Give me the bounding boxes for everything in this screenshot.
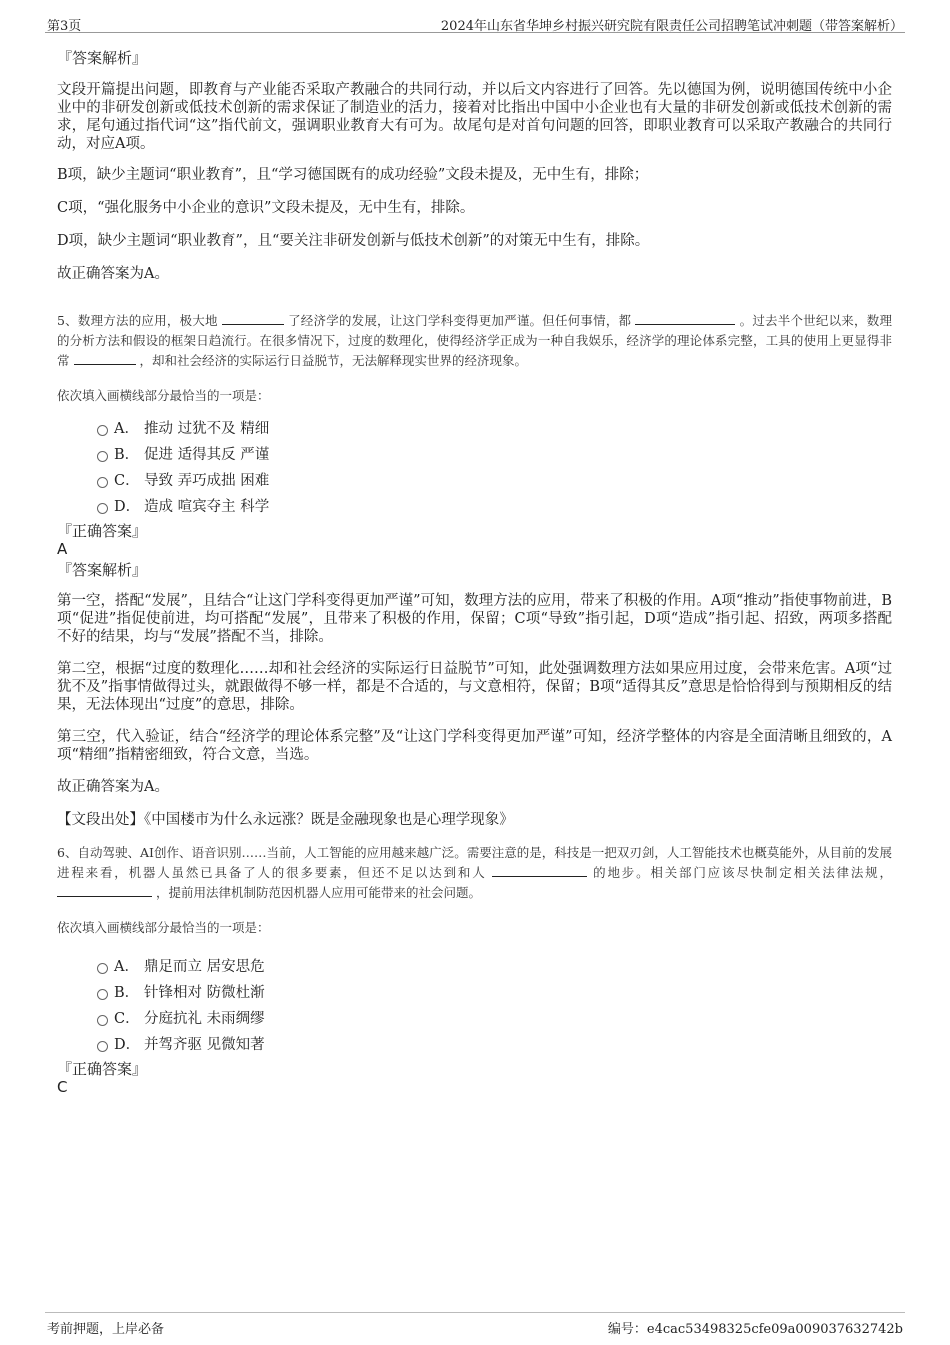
- question-6-prompt: 依次填入画横线部分最恰当的一项是：: [57, 920, 270, 935]
- radio-button[interactable]: [97, 425, 108, 436]
- answer-blank: [74, 352, 136, 365]
- question-5-stem: 5、数理方法的应用，极大地 了经济学的发展，让这门学科变得更加严谨。但任何事情，都 。过去半个世纪以来，数理的分析方法和假设的框架日趋流行。在很多情况下，过度的数理化，使得经济学正成为一种自我娱乐，经济学的理论体系完整，工具的使用上更显得非常 ，却和社会经济的实际运行日益脱节，无法解释现实世界的经济现象。: [57, 313, 892, 368]
- main-content: [57, 46, 892, 1096]
- analysis-label: 『答案解析』: [57, 561, 148, 579]
- correct-answer-label: 『正确答案』: [57, 1060, 148, 1078]
- analysis-para: 故正确答案为A。: [57, 779, 169, 795]
- radio-button[interactable]: [97, 1015, 108, 1026]
- prev-analysis-para: C项，“强化服务中小企业的意识”文段未提及，无中生有，排除。: [57, 200, 475, 216]
- radio-button[interactable]: [97, 477, 108, 488]
- answer-blank: [635, 312, 735, 325]
- correct-answer-label: 『正确答案』: [57, 522, 148, 540]
- page-footer: [45, 1312, 905, 1337]
- question-5-prompt: 依次填入画横线部分最恰当的一项是：: [57, 388, 270, 403]
- footer-slogan: 考前押题，上岸必备: [47, 1322, 165, 1337]
- answer-blank: [222, 312, 284, 325]
- document-code: 编号：e4cac53498325cfe09a009037632742b: [607, 1322, 903, 1337]
- question-6-options: [57, 954, 892, 1058]
- page-number: 第3页: [47, 19, 82, 34]
- option-c[interactable]: C． 导致 弄巧成拙 困难: [57, 468, 892, 494]
- answer-blank: [492, 864, 587, 877]
- radio-button[interactable]: [97, 989, 108, 1000]
- answer-blank: [57, 884, 152, 897]
- document-title: 2024年山东省华坤乡村振兴研究院有限责任公司招聘笔试冲刺题（带答案解析）: [440, 19, 903, 34]
- radio-button[interactable]: [97, 503, 108, 514]
- page-header: [45, 12, 905, 33]
- option-b[interactable]: B． 针锋相对 防微杜渐: [57, 980, 892, 1006]
- option-c[interactable]: C． 分庭抗礼 未雨绸缪: [57, 1006, 892, 1032]
- analysis-para: 第三空，代入验证，结合“经济学的理论体系完整”及“让这门学科变得更加严谨”可知，经济学整体的内容是全面清晰且细致的，A项“精细”指精密细致，符合文意，当选。: [57, 729, 892, 763]
- radio-button[interactable]: [97, 1041, 108, 1052]
- source-citation: 【文段出处】《中国楼市为什么永远涨？既是金融现象也是心理学现象》: [57, 812, 514, 828]
- prev-analysis-para: B项，缺少主题词“职业教育”，且“学习德国既有的成功经验”文段未提及，无中生有，排除；: [57, 167, 649, 183]
- correct-answer: A: [57, 540, 68, 558]
- option-a[interactable]: A． 推动 过犹不及 精细: [57, 416, 892, 442]
- prev-analysis-label: 『答案解析』: [57, 49, 148, 67]
- analysis-para: 第二空，根据“过度的数理化……却和社会经济的实际运行日益脱节”可知，此处强调数理方法如果应用过度，会带来危害。A项“过犹不及”指事情做得过头，就跟做得不够一样，都是不合适的，与文意相符，保留；B项“适得其反”意思是恰恰得到与预期相反的结果，无法体现出“过度”的意思，排除。: [57, 661, 892, 713]
- prev-analysis-para: D项，缺少主题词“职业教育”，且“要关注非研发创新与低技术创新”的对策无中生有，排除。: [57, 233, 650, 249]
- option-d[interactable]: D． 并驾齐驱 见微知著: [57, 1032, 892, 1058]
- option-a[interactable]: A． 鼎足而立 居安思危: [57, 954, 892, 980]
- option-b[interactable]: B． 促进 适得其反 严谨: [57, 442, 892, 468]
- radio-button[interactable]: [97, 451, 108, 462]
- prev-analysis-para: 文段开篇提出问题，即教育与产业能否采取产教融合的共同行动，并以后文内容进行了回答。先以德国为例，说明德国传统中小企业中的非研发创新或低技术创新的需求保证了制造业的活力，接着对比指出中国中小企业也有大量的非研发创新或低技术创新的需求，尾句通过指代词“这”指代前文，强调职业教育大有可为。故尾句是对首句问题的回答，即职业教育可以采取产教融合的共同行动，对应A项。: [57, 82, 892, 152]
- question-5-options: [57, 416, 892, 520]
- question-6-stem: 6、自动驾驶、AI创作、语音识别……当前，人工智能的应用越来越广泛。需要注意的是，科技是一把双刃剑，人工智能技术也概莫能外，从目前的发展进程来看，机器人虽然已具备了人的很多要素，但还不足以达到和人 的地步。相关部门应该尽快制定相关法律法规， ，提前用法律机制防范因机器人应用可能带来的社会问题。: [57, 845, 892, 900]
- option-d[interactable]: D． 造成 喧宾夺主 科学: [57, 494, 892, 520]
- analysis-para: 第一空，搭配“发展”，且结合“让这门学科变得更加严谨”可知，数理方法的应用，带来了积极的作用。A项“推动”指使事物前进，B项“促进”指促使前进，均可搭配“发展”，且带来了积极的作用，保留；C项“导致”指引起，D项“造成”指引起、招致，两项多搭配不好的结果，均与“发展”搭配不当，排除。: [57, 593, 892, 645]
- correct-answer: C: [57, 1078, 68, 1096]
- radio-button[interactable]: [97, 963, 108, 974]
- prev-analysis-para: 故正确答案为A。: [57, 266, 169, 282]
